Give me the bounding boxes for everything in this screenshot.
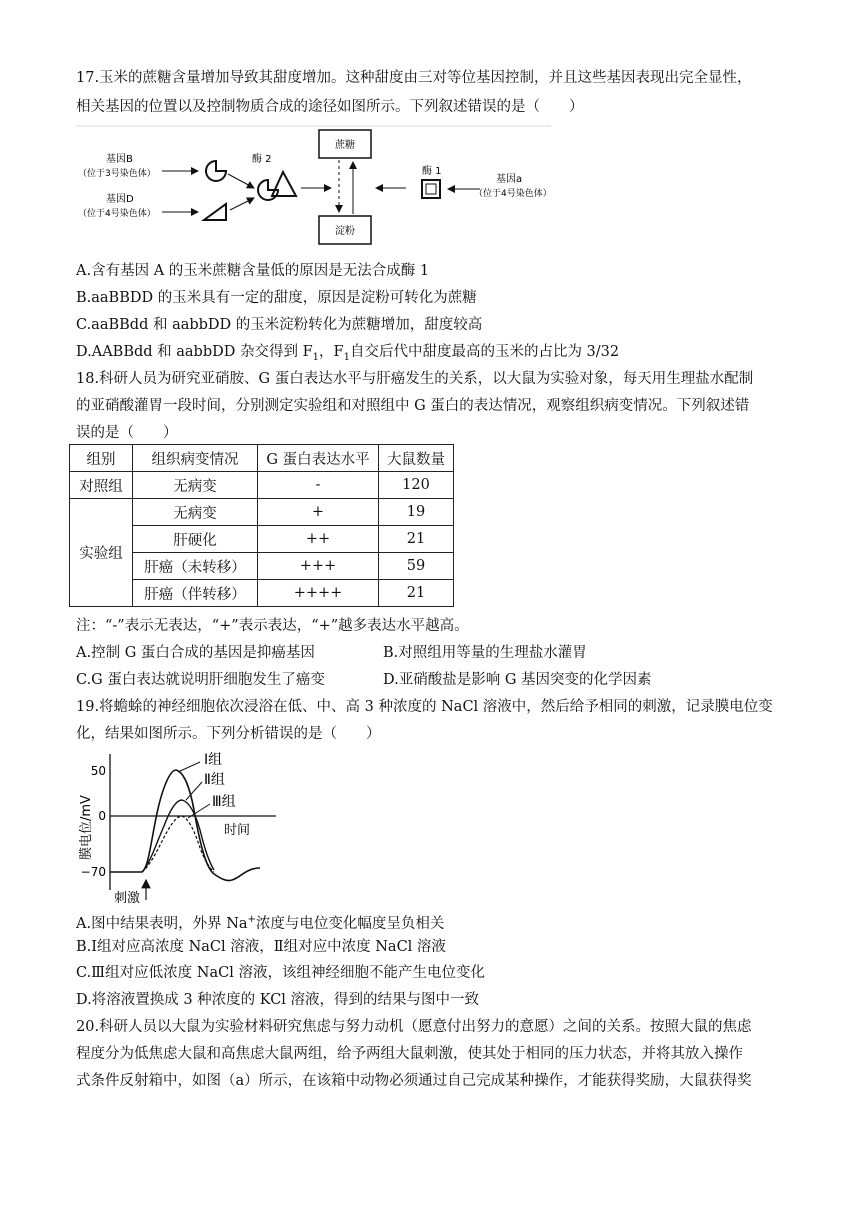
gene-a-location: （位于4号染色体） <box>474 189 552 199</box>
table-header: 组别 <box>70 445 133 472</box>
group-1-label: Ⅰ组 <box>204 752 223 768</box>
table-cell: 对照组 <box>70 472 133 499</box>
q17-option-d-part2: ，F <box>319 344 344 360</box>
table-cell: 59 <box>379 553 454 580</box>
table-cell: 肝癌（伴转移） <box>133 580 258 607</box>
q18-stem-line3: 误的是（ ） <box>76 425 178 441</box>
q17-option-d-part3: 自交后代中甜度最高的玉米的占比为 3/32 <box>349 344 620 360</box>
table-cell: 21 <box>379 526 454 553</box>
table-cell: 实验组 <box>70 499 133 607</box>
group-3-label: Ⅲ组 <box>212 794 236 810</box>
q19-membrane-potential-graph <box>76 748 286 904</box>
q19-option-c: C.Ⅲ组对应低浓度 NaCl 溶液，该组神经细胞不能产生电位变化 <box>76 965 485 981</box>
starch-label: 淀粉 <box>335 226 355 237</box>
q19-option-b: B.Ⅰ组对应高浓度 NaCl 溶液，Ⅱ组对应中浓度 NaCl 溶液 <box>76 939 446 955</box>
q18-option-b: B.对照组用等量的生理盐水灌胃 <box>383 645 587 661</box>
table-cell: + <box>258 499 379 526</box>
q18-option-a: A.控制 G 蛋白合成的基因是抑癌基因 <box>76 645 315 661</box>
q19-stem-line2: 化，结果如图所示。下列分析错误的是（ ） <box>76 726 381 742</box>
group-2-label: Ⅱ组 <box>204 772 225 788</box>
enzyme-fragment-b-icon <box>206 161 226 181</box>
q17-option-a: A.含有基因 A 的玉米蔗糖含量低的原因是无法合成酶 1 <box>76 263 430 279</box>
q20-stem-line3: 式条件反射箱中，如图（a）所示，在该箱中动物必须通过自己完成某种操作，才能获得奖励，大鼠获得奖 <box>76 1073 752 1089</box>
table-cell: ++ <box>258 526 379 553</box>
q19-option-a-part2: 浓度与电位变化幅度呈负相关 <box>255 915 445 932</box>
q17-option-d-part1: D.AABBdd 和 aabbDD 杂交得到 F <box>76 344 313 360</box>
enzyme-1-label: 酶 1 <box>422 166 442 177</box>
table-header: 大鼠数量 <box>379 445 454 472</box>
gene-d-location: （位于4号染色体） <box>78 209 156 219</box>
q20-stem-line1: 20.科研人员以大鼠为实验材料研究焦虑与努力动机（愿意付出努力的意愿）之间的关系。按照大鼠的焦虑 <box>76 1019 752 1035</box>
table-header: G 蛋白表达水平 <box>258 445 379 472</box>
enzyme-1-inner-icon <box>426 184 436 194</box>
table-cell: 无病变 <box>133 472 258 499</box>
q17-pathway-diagram <box>76 124 556 254</box>
q19-option-a-part1: A.图中结果表明，外界 Na <box>76 915 248 932</box>
q18-data-table <box>69 444 454 607</box>
enzyme-fragment-d-icon <box>204 204 226 220</box>
q17-stem-line2: 相关基因的位置以及控制物质合成的途径如图所示。下列叙述错误的是（ ） <box>76 99 584 115</box>
q20-stem-line2: 程度分为低焦虑大鼠和高焦虑大鼠两组，给予两组大鼠刺激，使其处于相同的压力状态，并将其放入操作 <box>76 1046 743 1062</box>
q18-option-c: C.G 蛋白表达就说明肝细胞发生了癌变 <box>76 672 325 688</box>
table-cell: 120 <box>379 472 454 499</box>
table-cell: 21 <box>379 580 454 607</box>
q19-option-a <box>76 910 444 934</box>
table-cell: ++++ <box>258 580 379 607</box>
gene-b-location: （位于3号染色体） <box>78 169 156 179</box>
table-header: 组织病变情况 <box>133 445 258 472</box>
table-row <box>70 499 454 526</box>
table-cell: +++ <box>258 553 379 580</box>
q19-option-a-sup: + <box>247 914 256 925</box>
sucrose-label: 蔗糖 <box>335 140 355 151</box>
q17-option-d-sub2: 1 <box>343 351 350 363</box>
tick-label-neg70: −70 <box>80 865 106 879</box>
table-row <box>70 472 454 499</box>
q17-option-c: C.aaBBdd 和 aabbDD 的玉米淀粉转化为蔗糖增加，甜度较高 <box>76 317 483 333</box>
q18-table-note: 注：“-”表示无表达，“+”表示表达，“+”越多表达水平越高。 <box>76 618 469 634</box>
gene-d-label: 基因D <box>106 194 134 205</box>
tick-label-0: 0 <box>98 809 106 823</box>
enzyme-2-label: 酶 2 <box>252 154 272 165</box>
q17-option-d-sub1: 1 <box>312 351 320 363</box>
tick-label-50: 50 <box>90 764 106 778</box>
q17-option-d <box>76 342 619 368</box>
q18-option-d: D.亚硝酸盐是影响 G 基因突变的化学因素 <box>383 672 652 688</box>
table-header-row <box>70 445 454 472</box>
table-cell: 肝硬化 <box>133 526 258 553</box>
q19-option-d: D.将溶液置换成 3 种浓度的 KCl 溶液，得到的结果与图中一致 <box>76 992 480 1008</box>
q18-stem-line2: 的亚硝酸灌胃一段时间，分别测定实验组和对照组中 G 蛋白的表达情况，观察组织病变情况。下列叙述错 <box>76 398 750 414</box>
enzyme-1-icon <box>422 180 440 198</box>
x-axis-label: 时间 <box>224 823 251 838</box>
q17-option-b: B.aaBBDD 的玉米具有一定的甜度，原因是淀粉可转化为蔗糖 <box>76 290 477 306</box>
q19-stem-line1: 19.将蟾蜍的神经细胞依次浸浴在低、中、高 3 种浓度的 NaCl 溶液中，然后给予相同的刺激，记录膜电位变 <box>76 699 773 715</box>
table-cell: 19 <box>379 499 454 526</box>
table-cell: 肝癌（未转移） <box>133 553 258 580</box>
table-cell: 无病变 <box>133 499 258 526</box>
gene-b-label: 基因B <box>106 154 133 165</box>
y-axis-label: 膜电位/mV <box>79 795 94 860</box>
q17-stem-line1: 17.玉米的蔗糖含量增加导致其甜度增加。这种甜度由三对等位基因控制，并且这些基因表现出完全显性， <box>76 70 752 86</box>
enzyme-2-triangle-icon <box>272 172 296 196</box>
gene-a-label: 基因a <box>496 174 523 185</box>
q18-stem-line1: 18.科研人员为研究亚硝胺、G 蛋白表达水平与肝癌发生的关系，以大鼠为实验对象，每天用生理盐水配制 <box>76 371 754 387</box>
stimulus-label: 刺激 <box>114 891 141 904</box>
table-cell: - <box>258 472 379 499</box>
